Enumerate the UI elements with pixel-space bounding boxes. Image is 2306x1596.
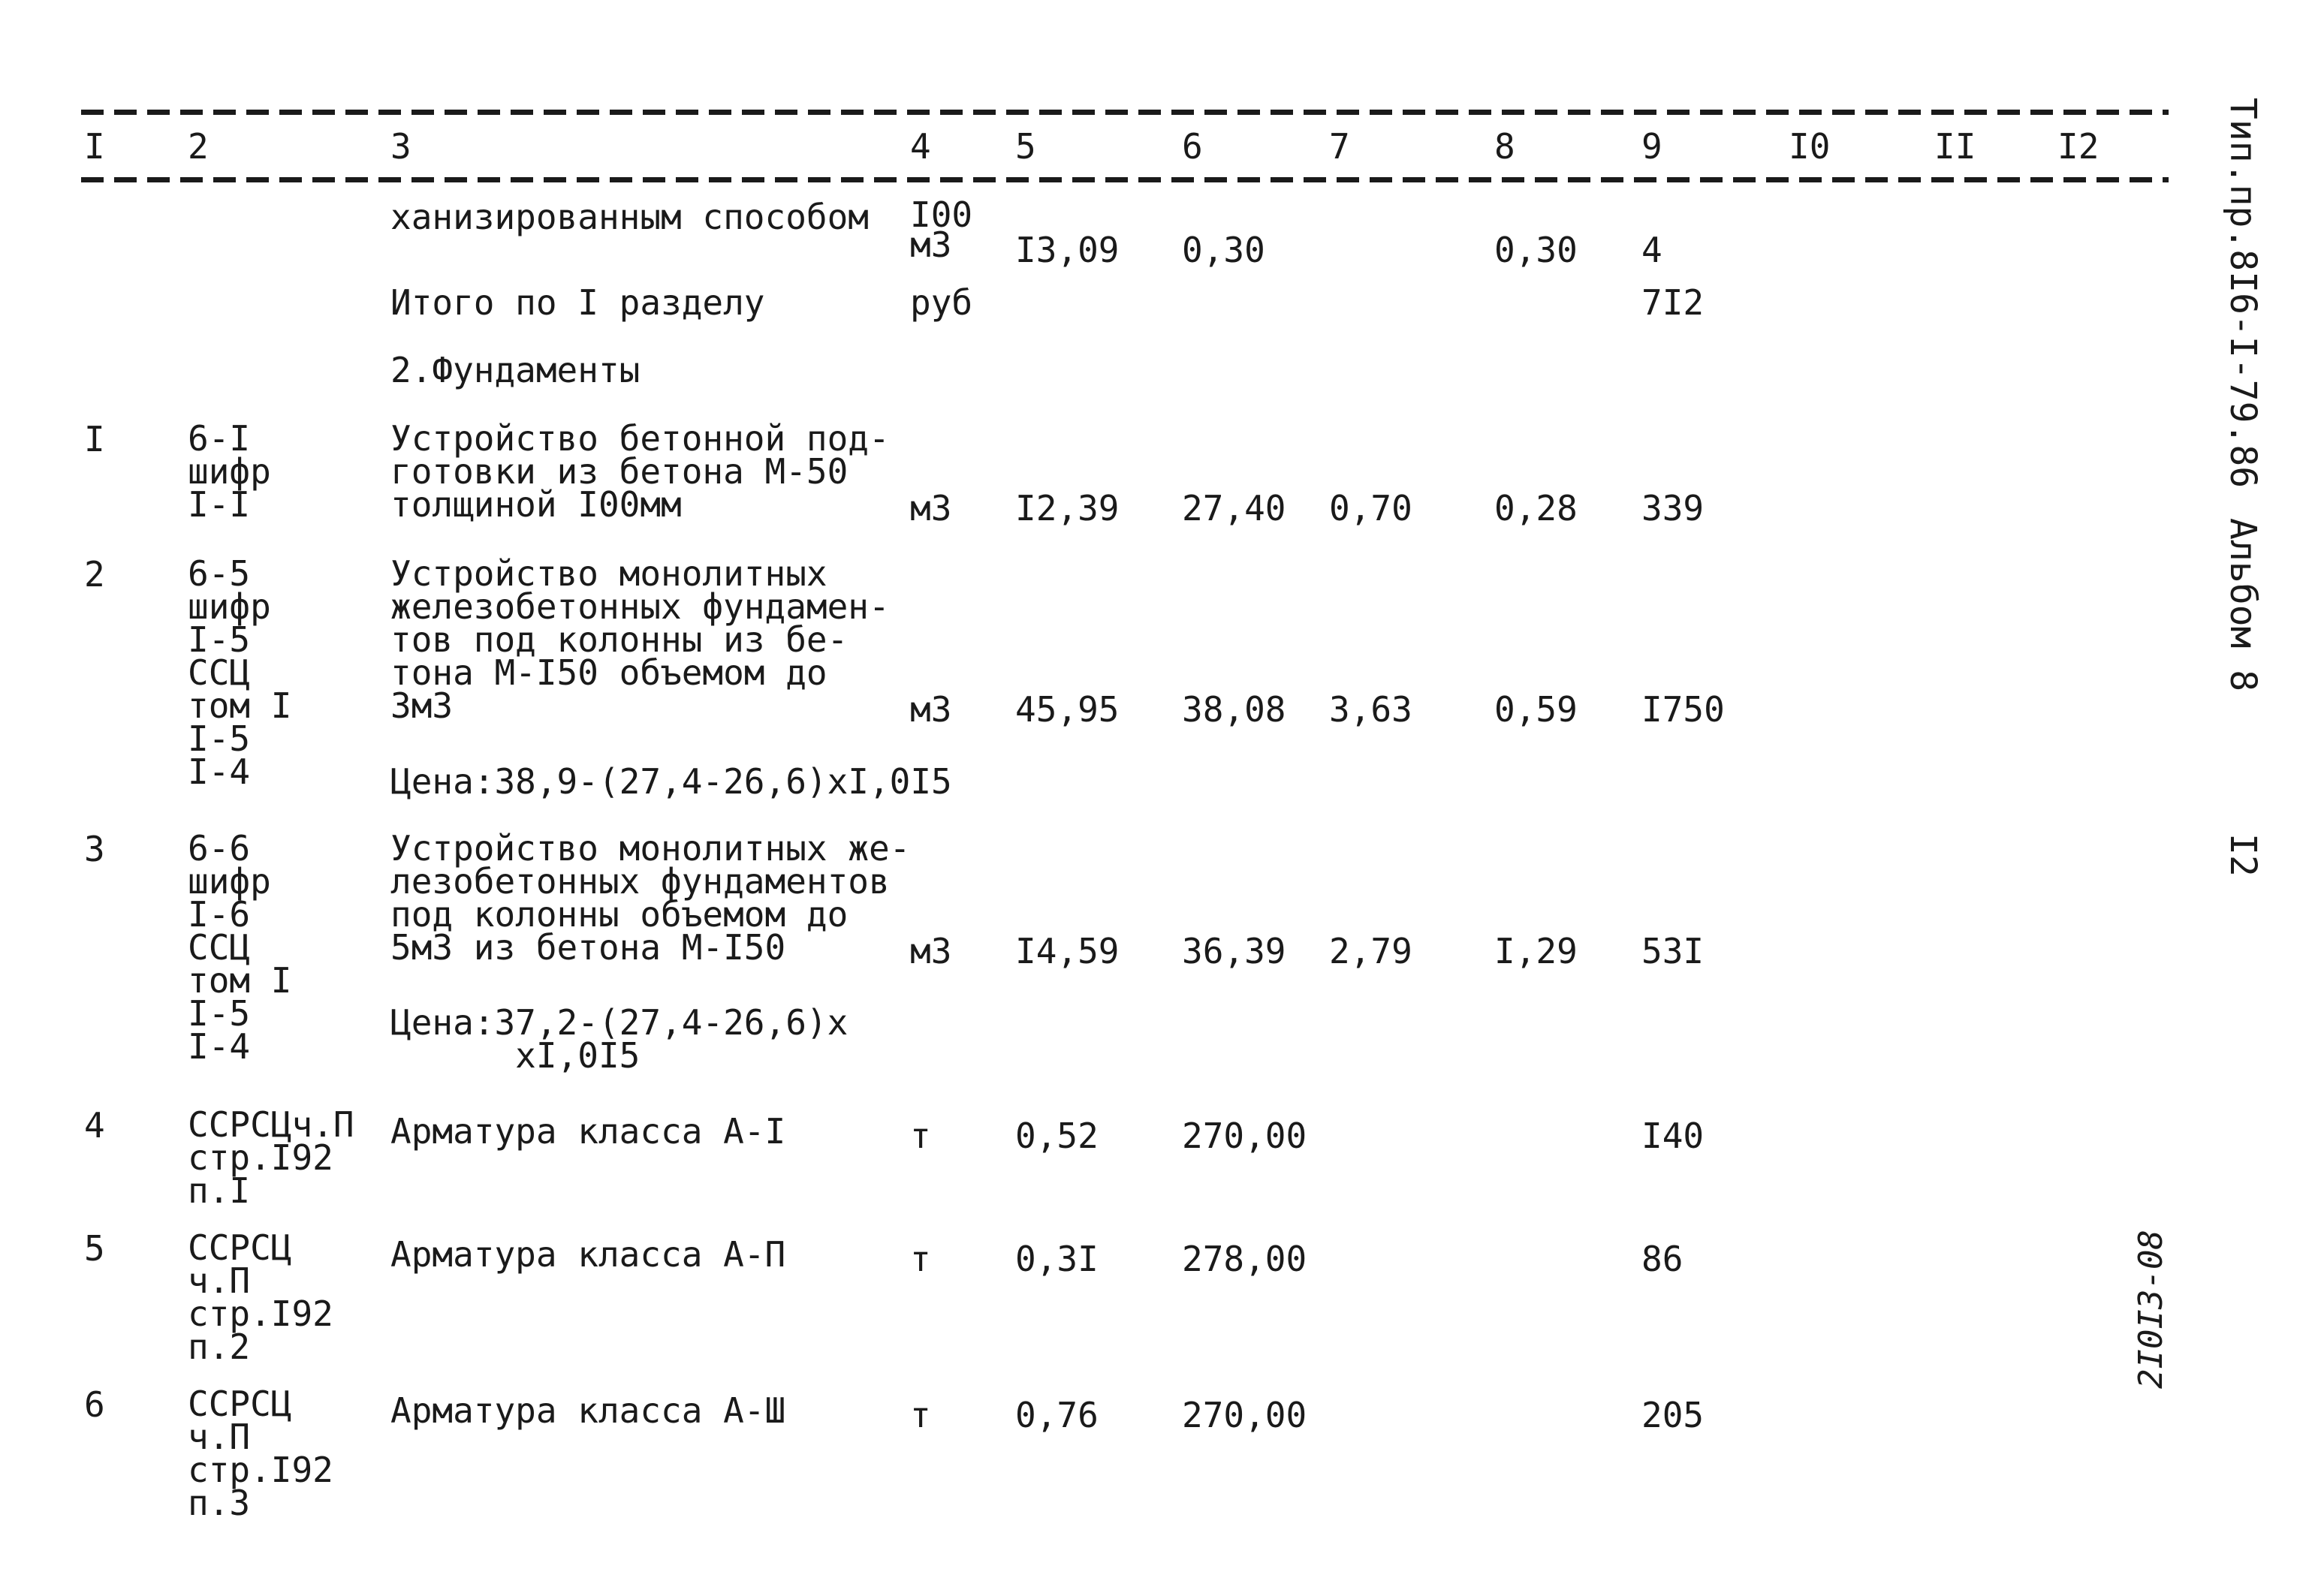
row-2-number: 2	[84, 554, 105, 595]
row-3-qty: I4,59	[1015, 931, 1120, 971]
row-3-unit: м3	[910, 931, 952, 971]
col-header-8: 8	[1494, 126, 1515, 167]
col-header-11: II	[1934, 126, 1976, 167]
row-3-number: 3	[84, 829, 105, 869]
col-header-12: I2	[2057, 126, 2100, 167]
col-header-4: 4	[910, 126, 931, 167]
drawing-stamp: 2I0I3-08	[2132, 1230, 2170, 1389]
col-header-9: 9	[1641, 126, 1662, 167]
row-6-unit: т	[910, 1395, 931, 1435]
row-4-unit: т	[910, 1116, 931, 1156]
row-5-price: 278,00	[1182, 1239, 1307, 1279]
row-4-desc: Арматура класса А-I	[390, 1111, 786, 1152]
row-6-code: ССРСЦ ч.П стр.I92 п.3	[188, 1384, 333, 1523]
row-1-number: I	[84, 419, 105, 459]
row-1-qty: I2,39	[1015, 488, 1120, 528]
row-6-number: 6	[84, 1384, 105, 1425]
row-6-price: 270,00	[1182, 1395, 1307, 1435]
row-1-desc: Устройство бетонной под- готовки из бетона М-50 толщиной I00мм	[390, 418, 890, 525]
row-1-col8: 0,28	[1494, 488, 1578, 528]
row-6-total: 205	[1641, 1395, 1705, 1435]
row-5-unit: т	[910, 1239, 931, 1279]
col-header-2: 2	[188, 126, 209, 167]
col-header-10: I0	[1789, 126, 1831, 167]
row-2-price: 38,08	[1182, 689, 1286, 730]
row-4-code: ССРСЦч.П стр.I92 п.I	[188, 1104, 354, 1211]
row-3-note: Цена:37,2-(27,4-26,6)х хI,0I5	[390, 1002, 849, 1076]
col-header-3: 3	[390, 126, 411, 167]
row-3-desc: Устройство монолитных же- лезобетонных фундаментов под колонны объемом до 5м3 из бетона М-I50	[390, 828, 911, 968]
col-header-1: I	[84, 126, 105, 167]
page-number: I2	[2222, 833, 2264, 877]
row-2-col8: 0,59	[1494, 689, 1578, 730]
cont-row-total: 4	[1641, 230, 1662, 270]
col-header-7: 7	[1329, 126, 1350, 167]
cont-row-unit: I00 м3	[910, 194, 973, 265]
subtotal-label: Итого по I разделу	[390, 282, 765, 323]
project-code: Тип.пр.8I6-I-79.86	[2222, 98, 2264, 489]
row-3-price: 36,39	[1182, 931, 1286, 971]
col-header-5: 5	[1015, 126, 1036, 167]
row-6-qty: 0,76	[1015, 1395, 1099, 1435]
col-header-6: 6	[1182, 126, 1203, 167]
row-1-unit: м3	[910, 488, 952, 528]
row-5-code: ССРСЦ ч.П стр.I92 п.2	[188, 1227, 333, 1367]
row-5-qty: 0,3I	[1015, 1239, 1099, 1279]
section-title: 2.Фундаменты	[390, 350, 641, 390]
row-4-number: 4	[84, 1105, 105, 1146]
row-2-col7: 3,63	[1329, 689, 1412, 730]
row-2-code: 6-5 шифр I-5 ССЦ том I I-5 I-4	[188, 553, 292, 792]
row-3-code: 6-6 шифр I-6 ССЦ том I I-5 I-4	[188, 828, 292, 1067]
album-label: Альбом 8	[2222, 518, 2264, 692]
subtotal-value: 7I2	[1641, 282, 1705, 323]
row-3-col7: 2,79	[1329, 931, 1412, 971]
header-top-rule	[81, 110, 2169, 115]
row-2-total: I750	[1641, 689, 1725, 730]
row-4-total: I40	[1641, 1116, 1705, 1156]
row-2-unit: м3	[910, 689, 952, 730]
row-1-total: 339	[1641, 488, 1705, 528]
row-2-qty: 45,95	[1015, 689, 1120, 730]
row-3-total: 53I	[1641, 931, 1705, 971]
row-2-desc: Устройство монолитных железобетонных фундамен- тов под колонны из бе- тона М-I50 объемом до 3м3	[390, 553, 890, 726]
row-2-note: Цена:38,9-(27,4-26,6)хI,0I5	[390, 761, 952, 802]
row-4-qty: 0,52	[1015, 1116, 1099, 1156]
header-bottom-rule	[81, 177, 2169, 182]
row-1-price: 27,40	[1182, 488, 1286, 528]
row-5-number: 5	[84, 1228, 105, 1269]
subtotal-unit: руб	[910, 282, 973, 323]
row-5-desc: Арматура класса А-П	[390, 1234, 786, 1275]
row-1-col7: 0,70	[1329, 488, 1412, 528]
row-4-price: 270,00	[1182, 1116, 1307, 1156]
cont-row-desc: ханизированным способом	[390, 197, 869, 237]
row-5-total: 86	[1641, 1239, 1684, 1279]
row-1-code: 6-I шифр I-I	[188, 418, 271, 525]
cont-row-qty: I3,09	[1015, 230, 1120, 270]
row-3-col8: I,29	[1494, 931, 1578, 971]
row-6-desc: Арматура класса А-Ш	[390, 1390, 786, 1431]
cont-row-price: 0,30	[1182, 230, 1265, 270]
cont-row-col8: 0,30	[1494, 230, 1578, 270]
